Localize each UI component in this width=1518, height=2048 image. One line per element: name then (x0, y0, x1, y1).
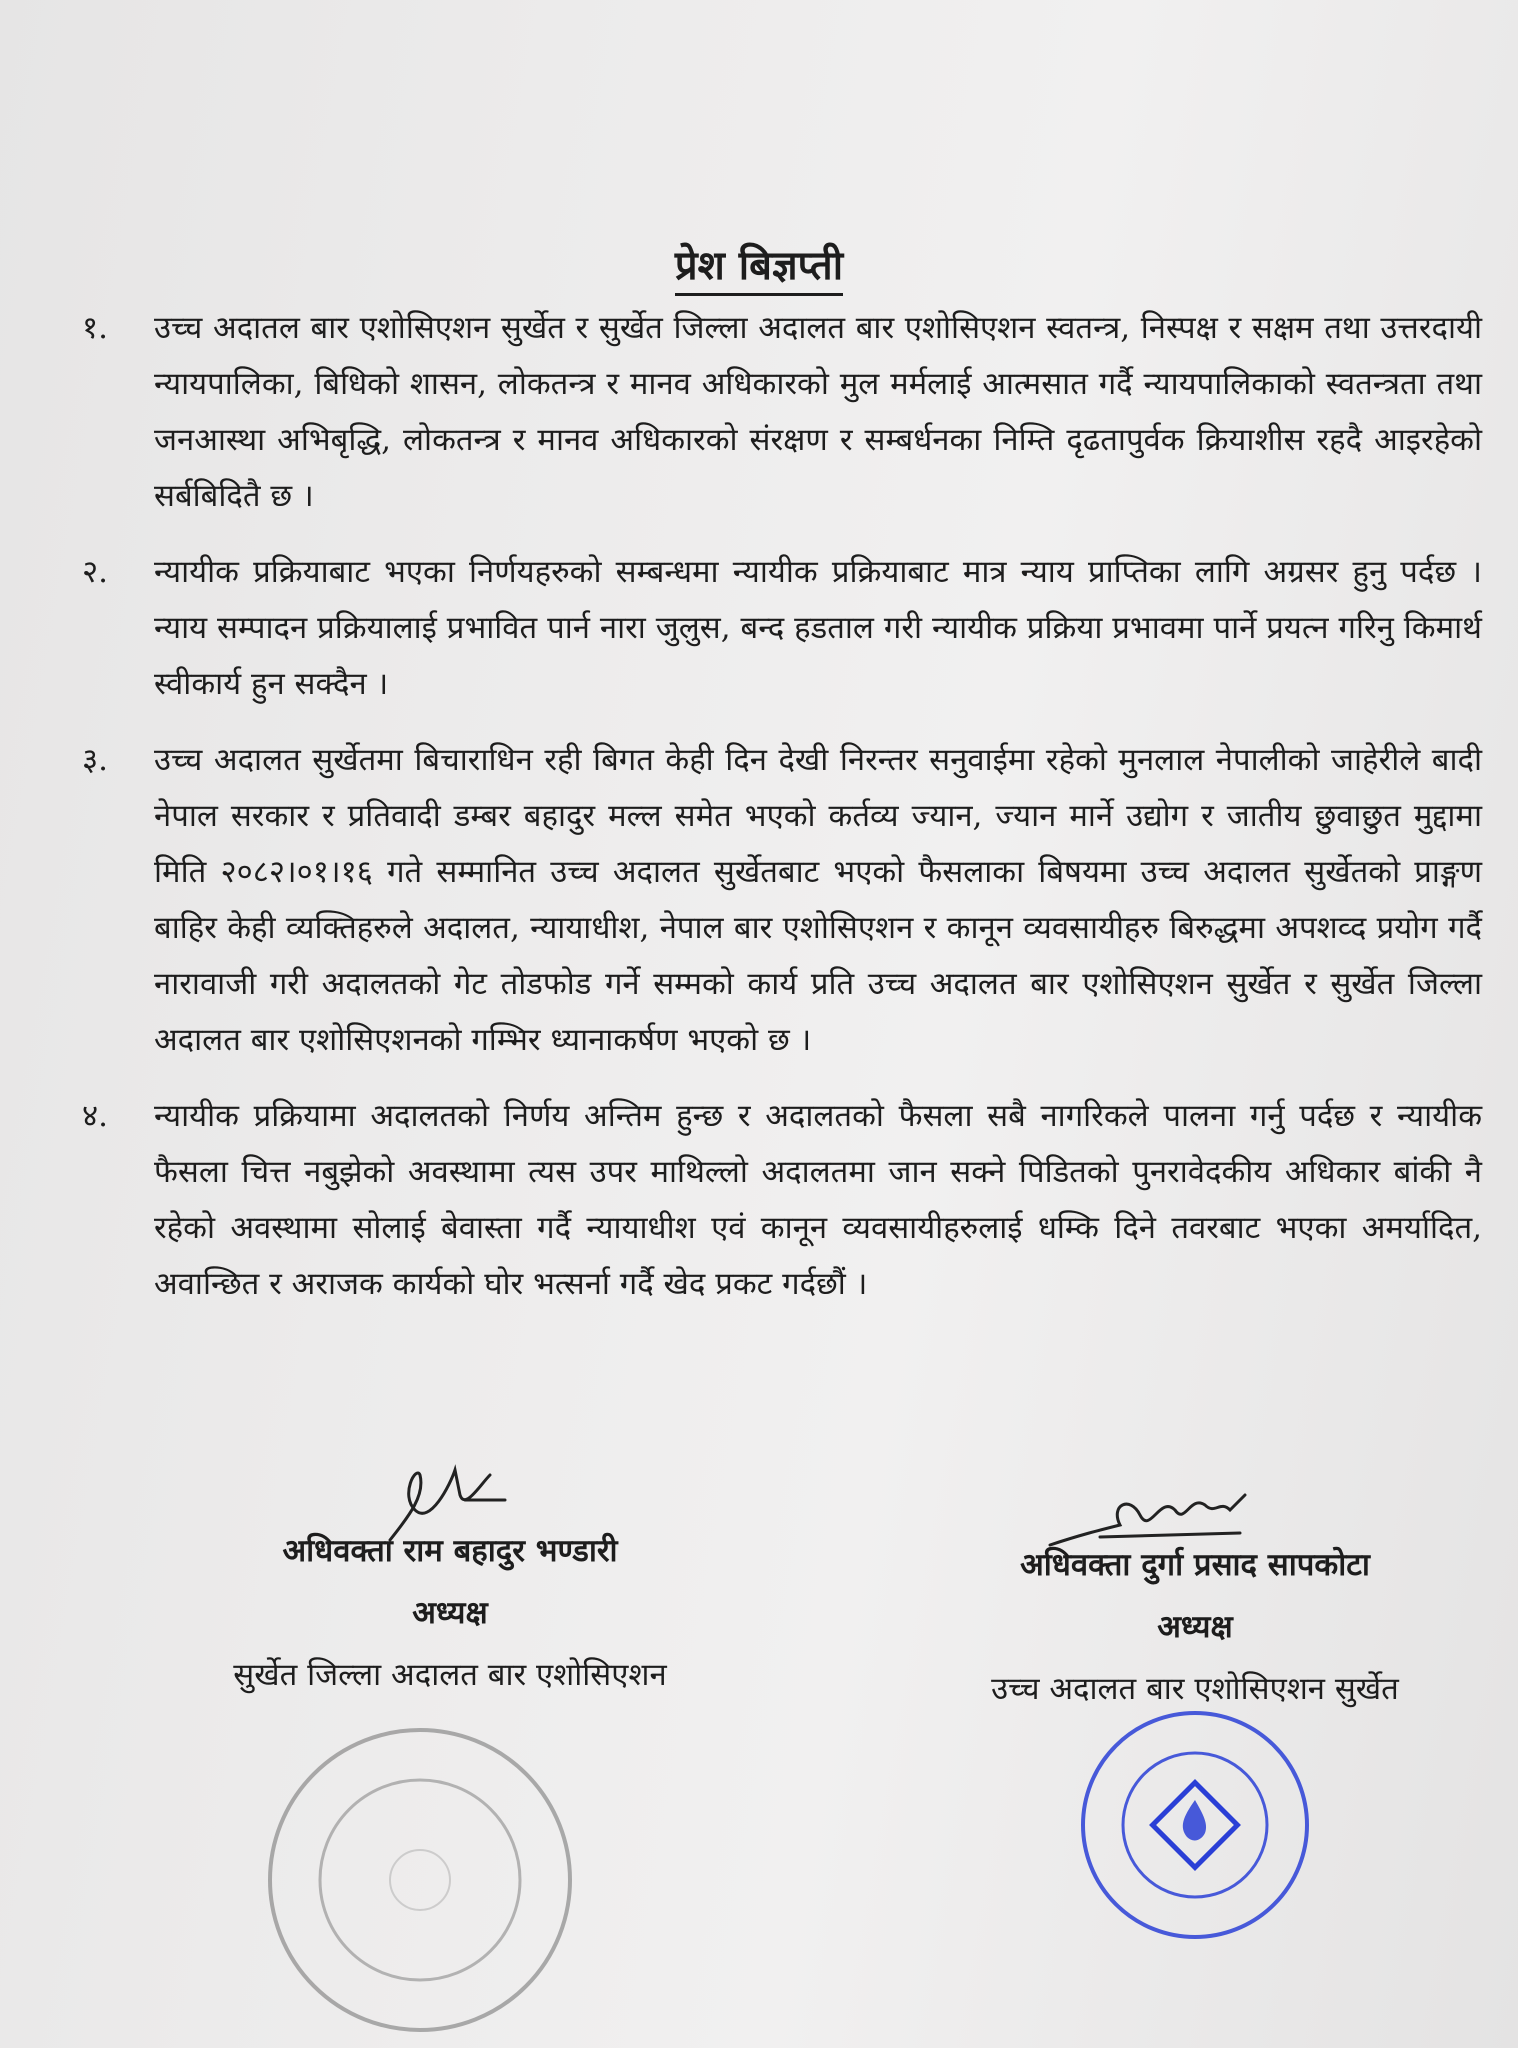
point-item (82, 300, 1482, 524)
document-title (0, 236, 1518, 291)
point-text: उच्च अदातल बार एशोसिएशन सुर्खेत र सुर्खेत जिल्ला अदालत बार एशोसिएशन स्वतन्त्र, निस्पक्ष र सक्षम तथा उत्तरदायी न्यायपालिका, बिधिको शासन, लोकतन्त्र र मानव अधिकारको मुल मर्मलाई आत्मसात गर्दै न्यायपालिकाको स्वतन्त्रता तथा जनआस्था अभिबृद्धि, लोकतन्त्र र मानव अधिकारको संरक्षण र सम्बर्धनका निम्ति दृढतापुर्वक क्रियाशीस रहदै आइरहेको सर्बबिदितै छ । (154, 310, 1482, 514)
point-number: १. (82, 310, 108, 346)
stamp-right-icon (1075, 1705, 1315, 1945)
document-title-text: प्रेश बिज्ञप्ती (675, 242, 843, 296)
point-number: ४. (82, 1098, 108, 1134)
signatory-role: अध्यक्ष (412, 1595, 488, 1631)
point-item (82, 1088, 1482, 1312)
point-text: उच्च अदालत सुर्खेतमा बिचाराधिन रही बिगत केही दिन देखी निरन्तर सनुवाईमा रहेको मुनलाल नेपालीको जाहेरीले बादी नेपाल सरकार र प्रतिवादी डम्बर बहादुर मल्ल समेत भएको कर्तव्य ज्यान, ज्यान मार्ने उद्योग र जातीय छुवाछुत मुद्दामा मिति २०८२।०१।१६ गते सम्मानित उच्च अदालत सुर्खेतबाट भएको फैसलाका बिषयमा उच्च अदालत सुर्खेतको प्राङ्गण बाहिर केही व्यक्तिहरुले अदालत, न्यायाधीश, नेपाल बार एशोसिएशन र कानून व्यवसायीहरु बिरुद्धमा अपशव्द प्रयोग गर्दै नारावाजी गरी अदालतको गेट तोडफोड गर्ने सम्मको कार्य प्रति उच्च अदालत बार एशोसिएशन सुर्खेत र सुर्खेत जिल्ला अदालत बार एशोसिएशनको गम्भिर ध्यानाकर्षण भएको छ । (154, 742, 1482, 1058)
point-item (82, 732, 1482, 1068)
points-list (82, 300, 1482, 1332)
point-text: न्यायीक प्रक्रियाबाट भएका निर्णयहरुको सम्बन्धमा न्यायीक प्रक्रियाबाट मात्र न्याय प्राप्तिका लागि अग्रसर हुनु पर्दछ । न्याय सम्पादन प्रक्रियालाई प्रभावित पार्न नारा जुलुस, बन्द हडताल गरी न्यायीक प्रक्रिया प्रभावमा पार्ने प्रयत्न गरिनु किमार्थ स्वीकार्य हुन सक्दैन । (154, 554, 1482, 702)
signatory-right (930, 1534, 1460, 1720)
point-number: २. (82, 554, 108, 590)
signatory-role: अध्यक्ष (1157, 1609, 1233, 1645)
point-number: ३. (82, 742, 108, 778)
signatory-left (150, 1520, 750, 1706)
stamp-left-icon (255, 1715, 585, 2045)
point-text: न्यायीक प्रक्रियामा अदालतको निर्णय अन्तिम हुन्छ र अदालतको फैसला सबै नागरिकले पालना गर्नु पर्दछ र न्यायीक फैसला चित्त नबुझेको अवस्थामा त्यस उपर माथिल्लो अदालतमा जान सक्ने पिडितको पुनरावेदकीय अधिकार बांकी नै रहेको अवस्थामा सोलाई बेवास्ता गर्दै न्यायाधीश एवं कानून व्यवसायीहरुलाई धम्कि दिने तवरबाट भएका अमर्यादित, अवान्छित र अराजक कार्यको घोर भत्सर्ना गर्दै खेद प्रकट गर्दछौं । (154, 1098, 1482, 1302)
signatory-organization: उच्च अदालत बार एशोसिएशन सुर्खेत (991, 1671, 1399, 1707)
signatory-name: अधिवक्ता दुर्गा प्रसाद सापकोटा (1020, 1547, 1370, 1583)
signatory-name: अधिवक्ता राम बहादुर भण्डारी (282, 1533, 618, 1569)
point-item (82, 544, 1482, 712)
signatory-organization: सुर्खेत जिल्ला अदालत बार एशोसिएशन (233, 1657, 667, 1693)
